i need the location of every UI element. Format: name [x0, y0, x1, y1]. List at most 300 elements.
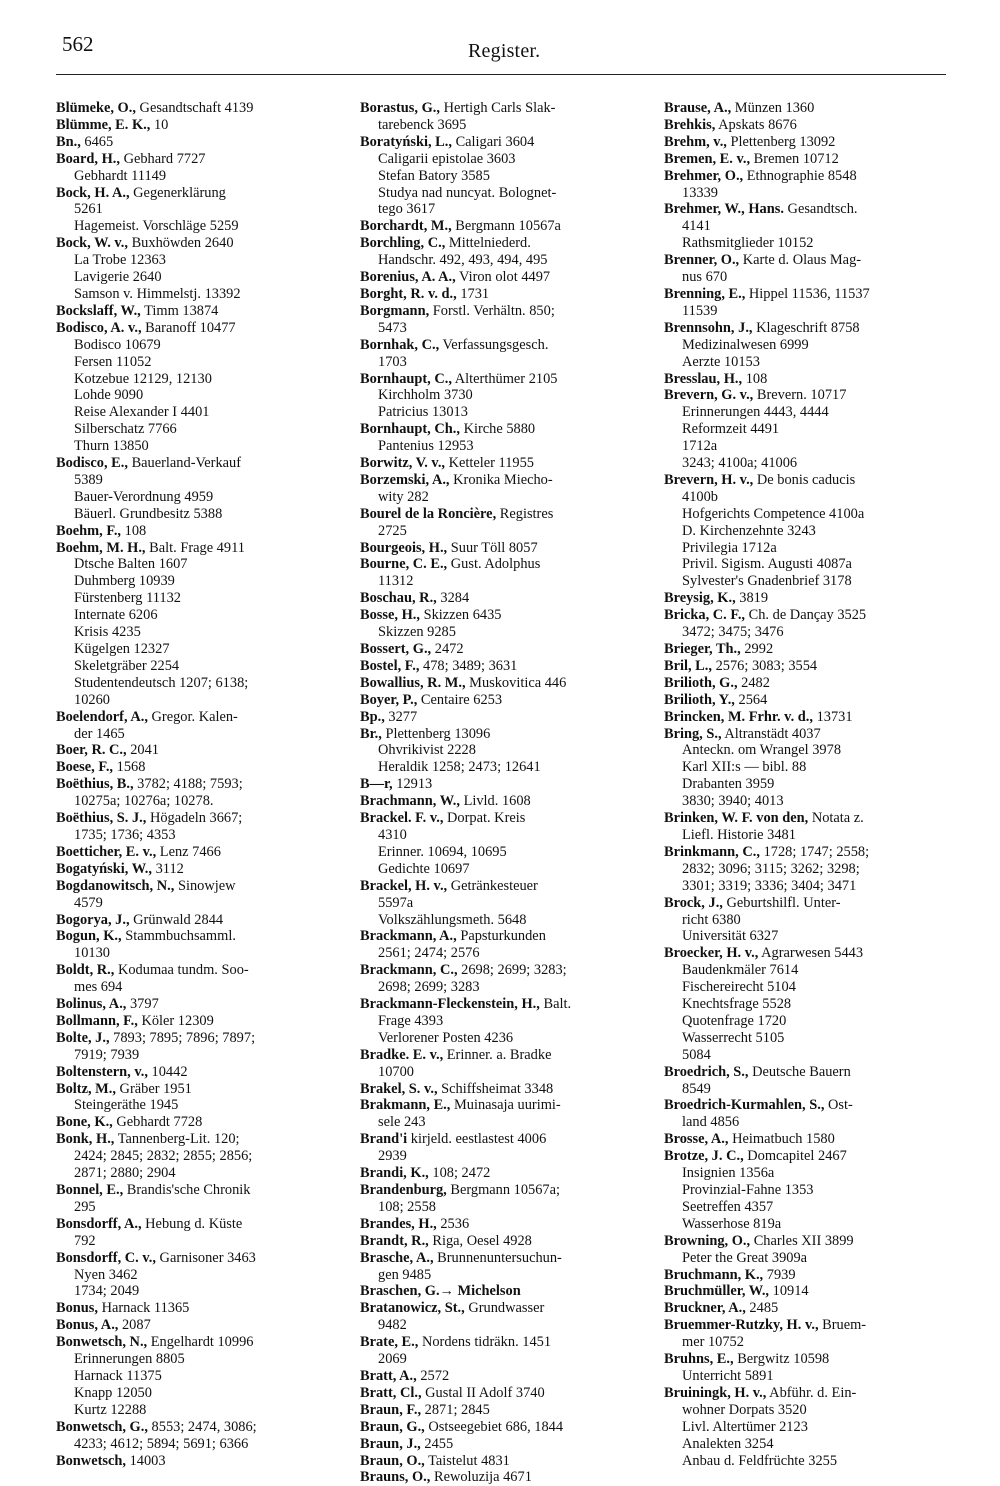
- index-subentry: [360, 1030, 646, 1047]
- entry-text: nus 670: [682, 269, 728, 286]
- entry-text: 10700: [378, 1063, 414, 1080]
- author-name: Bruchmann, K.,: [664, 1266, 764, 1283]
- entry-text: richt 6380: [682, 911, 741, 928]
- index-entry: [664, 1267, 950, 1284]
- index-subentry: [664, 235, 950, 252]
- index-subentry: [56, 624, 342, 641]
- entry-text: 3797: [126, 996, 159, 1013]
- entry-text: 10130: [74, 945, 110, 962]
- entry-text: 1568: [113, 759, 146, 776]
- entry-text: 13731: [812, 708, 853, 725]
- author-name: Bolte, J.,: [56, 1029, 110, 1046]
- page-title: Register.: [468, 40, 541, 62]
- index-entry: [360, 1131, 646, 1148]
- entry-text: Mittelniederd.: [445, 235, 531, 252]
- entry-text: Ohvrikivist 2228: [378, 742, 476, 759]
- entry-text: Privilegia 1712a: [682, 539, 777, 556]
- index-continuation: [56, 827, 342, 844]
- entry-text: sele 243: [378, 1114, 426, 1131]
- entry-text: Taistelut 4831: [424, 1452, 510, 1469]
- entry-text: Erinnerungen 4443, 4444: [682, 404, 829, 421]
- entry-text: Plettenberg 13096: [381, 725, 491, 742]
- author-name: Borastus, G.,: [360, 100, 440, 116]
- index-entry: [664, 472, 950, 489]
- entry-text: Centaire 6253: [417, 691, 503, 708]
- index-continuation: [56, 1148, 342, 1165]
- index-entry: [664, 726, 950, 743]
- author-name: Brackel, H. v.,: [360, 877, 448, 894]
- entry-text: 2992: [740, 641, 774, 657]
- entry-text: 3284: [436, 590, 470, 607]
- entry-text: Buxhöwden 2640: [127, 235, 234, 252]
- entry-text: 10275a; 10276a; 10278.: [74, 793, 214, 810]
- entry-text: Liefl. Historie 3481: [682, 826, 796, 843]
- entry-text: 3277: [384, 708, 418, 725]
- entry-text: Harnack 11375: [74, 1367, 162, 1384]
- author-name: Brosse, A.,: [664, 1131, 729, 1148]
- author-name: Brevern, H. v.,: [664, 471, 754, 488]
- entry-text: wohner Dorpats 3520: [682, 1401, 807, 1418]
- index-subentry: [664, 523, 950, 540]
- index-subentry: [360, 168, 646, 185]
- author-name: Brandt, R.,: [360, 1232, 429, 1249]
- index-continuation: [56, 201, 342, 218]
- entry-text: Garnisoner 3463: [155, 1249, 256, 1266]
- index-subentry: [664, 556, 950, 573]
- index-entry: [360, 235, 646, 252]
- entry-text: Köler 12309: [137, 1012, 214, 1029]
- author-name: Brackmann, A.,: [360, 928, 457, 945]
- entry-text: 2698; 2699; 3283: [378, 979, 480, 996]
- index-continuation: [664, 489, 950, 506]
- index-entry: [664, 692, 950, 709]
- author-name: Bonnel, E.,: [56, 1182, 124, 1198]
- entry-text: Heraldik 1258; 2473; 12641: [378, 759, 541, 776]
- author-name: Brehmer, W., Hans.: [664, 201, 784, 218]
- entry-text: 8549: [682, 1080, 711, 1097]
- entry-text: Frage 4393: [378, 1012, 444, 1029]
- index-entry: [360, 455, 646, 472]
- entry-text: Universität 6327: [682, 928, 779, 945]
- entry-text: Verlorener Posten 4236: [378, 1029, 514, 1046]
- entry-text: 2572: [416, 1367, 450, 1384]
- entry-text: Bäuerl. Grundbesitz 5388: [74, 505, 223, 522]
- index-subentry: [664, 1368, 950, 1385]
- index-entry: [360, 1300, 646, 1317]
- index-entry: [664, 1385, 950, 1402]
- index-subentry: [360, 844, 646, 861]
- index-entry: [664, 895, 950, 912]
- entry-text: 7939: [763, 1266, 796, 1283]
- entry-text: 11539: [682, 302, 718, 319]
- index-entry: [360, 1453, 646, 1470]
- index-continuation: [664, 793, 950, 810]
- entry-text: Nyen 3462: [74, 1266, 138, 1283]
- entry-text: 7919; 7939: [74, 1046, 140, 1063]
- index-entry: [360, 878, 646, 895]
- entry-text: Lavigerie 2640: [74, 269, 162, 286]
- index-continuation: [56, 1165, 342, 1182]
- entry-text: Gregor. Kalen-: [147, 708, 238, 725]
- author-name: Braun, G.,: [360, 1418, 425, 1435]
- entry-text: Steingeräthe 1945: [74, 1097, 179, 1114]
- entry-text: Silberschatz 7766: [74, 421, 177, 438]
- index-subentry: [56, 1402, 342, 1419]
- entry-text: Knechtsfrage 5528: [682, 996, 792, 1013]
- index-subentry: [664, 354, 950, 371]
- index-entry: [664, 844, 950, 861]
- author-name: Brenning, E.,: [664, 285, 746, 302]
- index-entry: [664, 151, 950, 168]
- author-name: Brinkmann, C.,: [664, 843, 760, 860]
- entry-text: 1728; 1747; 2558;: [759, 843, 870, 860]
- entry-text: Caligari 3604: [451, 133, 535, 150]
- entry-text: Gebhardt 7728: [112, 1114, 203, 1131]
- index-continuation: [664, 218, 950, 235]
- entry-text: Aerzte 10153: [682, 353, 760, 370]
- author-name: Board, H.,: [56, 150, 120, 167]
- index-entry: [56, 1317, 342, 1334]
- author-name: Bourgeois, H.,: [360, 539, 448, 556]
- entry-text: tarebenck 3695: [378, 116, 467, 133]
- index-subentry: [56, 641, 342, 658]
- author-name: Brotze, J. C.,: [664, 1148, 744, 1165]
- entry-text: 2087: [118, 1317, 151, 1334]
- entry-text: 10260: [74, 691, 110, 708]
- entry-text: 2482: [737, 674, 770, 691]
- entry-text: Studya nad nuncyat. Bolognet-: [378, 184, 557, 201]
- index-entry: [56, 776, 342, 793]
- index-subentry: [360, 151, 646, 168]
- author-name: Bodisco, A. v.,: [56, 319, 142, 336]
- entry-text: Fersen 11052: [74, 353, 152, 370]
- index-continuation: [360, 573, 646, 590]
- author-name: Brand'i: [360, 1131, 408, 1148]
- index-continuation: [664, 303, 950, 320]
- author-name: Bollmann, F.,: [56, 1012, 138, 1029]
- index-continuation: [664, 861, 950, 878]
- author-name: Bradke. E. v.,: [360, 1046, 444, 1063]
- index-entry: [56, 1334, 342, 1351]
- author-name: Borzemski, A.,: [360, 471, 450, 488]
- entry-text: 2485: [745, 1300, 779, 1317]
- index-entry: [360, 1334, 646, 1351]
- entry-text: Provinzial-Fahne 1353: [682, 1182, 814, 1198]
- entry-text: mes 694: [74, 979, 123, 996]
- entry-text: Geburtshilfl. Unter-: [722, 894, 841, 911]
- entry-text: Kirche 5880: [459, 421, 536, 438]
- author-name: Boetticher, E. v.,: [56, 843, 157, 860]
- index-entry: [360, 607, 646, 624]
- entry-text: 12913: [392, 776, 433, 793]
- entry-text: 2871; 2845: [421, 1401, 490, 1418]
- entry-text: 9482: [378, 1317, 407, 1334]
- index-entry: [56, 151, 342, 168]
- author-name: Boyer, P.,: [360, 691, 418, 708]
- index-subentry: [664, 962, 950, 979]
- entry-text: 2041: [126, 742, 160, 759]
- author-name: Bruiningk, H. v.,: [664, 1384, 767, 1401]
- entry-text: Gust. Adolphus: [447, 556, 541, 573]
- entry-text: Gedichte 10697: [378, 860, 470, 877]
- index-entry: [664, 100, 950, 117]
- entry-text: Bergmann 10567a: [451, 218, 561, 235]
- index-continuation: [56, 1047, 342, 1064]
- entry-text: 1734; 2049: [74, 1283, 140, 1300]
- index-entry: [360, 1436, 646, 1453]
- index-entry: [56, 1216, 342, 1233]
- entry-text: Grünwald 2844: [129, 911, 224, 928]
- index-subentry: [56, 675, 342, 692]
- index-entry: [56, 759, 342, 776]
- entry-text: 108; 2558: [378, 1198, 436, 1215]
- index-column-2: [360, 100, 646, 1486]
- author-name: Bratt, A.,: [360, 1367, 417, 1384]
- index-entry: [360, 658, 646, 675]
- entry-text: Kotzebue 12129, 12130: [74, 370, 212, 387]
- index-continuation: [56, 1283, 342, 1300]
- entry-text: kirjeld. eestlastest 4006: [407, 1131, 547, 1148]
- entry-text: Bodisco 10679: [74, 336, 161, 353]
- entry-text: Gebhard 7727: [119, 150, 206, 167]
- index-entry: [664, 641, 950, 658]
- index-entry: [360, 709, 646, 726]
- entry-text: Knapp 12050: [74, 1384, 152, 1401]
- author-name: Boëthius, S. J.,: [56, 810, 147, 827]
- author-name: Brakmann, E.,: [360, 1097, 451, 1114]
- index-entry: [56, 303, 342, 320]
- entry-text: 5389: [74, 471, 103, 488]
- entry-text: 3243; 4100a; 41006: [682, 455, 798, 472]
- entry-text: 108: [121, 522, 147, 539]
- author-name: Boratyński, L.,: [360, 133, 452, 150]
- entry-text: Kurtz 12288: [74, 1401, 147, 1418]
- entry-text: Dorpat. Kreis: [443, 810, 526, 827]
- index-entry: [664, 675, 950, 692]
- index-subentry: [664, 1419, 950, 1436]
- entry-text: 5473: [378, 319, 407, 336]
- index-subentry: [664, 979, 950, 996]
- index-subentry: [56, 573, 342, 590]
- index-subentry: [360, 185, 646, 202]
- index-entry: [360, 286, 646, 303]
- entry-text: Ethnographie 8548: [743, 167, 857, 184]
- entry-text: 1712a: [682, 438, 718, 455]
- entry-text: gen 9485: [378, 1266, 432, 1283]
- author-name: Bonus, A.,: [56, 1317, 119, 1334]
- entry-text: Ketteler 11955: [445, 455, 534, 472]
- entry-text: Forstl. Verhältn. 850;: [429, 302, 555, 319]
- author-name: Brackel. F. v.,: [360, 810, 444, 827]
- index-entry: [360, 1469, 646, 1486]
- entry-text: Lenz 7466: [156, 843, 221, 860]
- index-entry: [56, 861, 342, 878]
- entry-text: Ch. de Dançay 3525: [745, 607, 867, 624]
- index-entry: [56, 185, 342, 202]
- index-continuation: [360, 1114, 646, 1131]
- index-entry: [360, 1097, 646, 1114]
- author-name: Borchardt, M.,: [360, 218, 452, 235]
- entry-text: 5261: [74, 201, 103, 218]
- entry-text: Brevern. 10717: [753, 387, 847, 404]
- index-continuation: [664, 878, 950, 895]
- entry-text: Baudenkmäler 7614: [682, 962, 799, 979]
- entry-text: 4579: [74, 894, 103, 911]
- entry-text: 3301; 3319; 3336; 3404; 3471: [682, 877, 857, 894]
- index-subentry: [664, 1030, 950, 1047]
- index-entry: [360, 996, 646, 1013]
- index-continuation: [360, 827, 646, 844]
- author-name: Bogdanowitsch, N.,: [56, 877, 175, 894]
- index-entry: [360, 1250, 646, 1267]
- entry-text: Sylvester's Gnadenbrief 3178: [682, 573, 852, 590]
- entry-text: Skeletgräber 2254: [74, 657, 180, 674]
- author-name: Bremen, E. v.,: [664, 150, 751, 167]
- entry-text: 5597a: [378, 894, 414, 911]
- index-entry: [664, 117, 950, 134]
- author-name: Bock, H. A.,: [56, 184, 130, 201]
- author-name: Breysig, K.,: [664, 590, 736, 607]
- entry-text: 4141: [682, 218, 711, 235]
- entry-text: der 1465: [74, 725, 125, 742]
- entry-text: Ost-: [824, 1097, 853, 1114]
- index-entry: [664, 1351, 950, 1368]
- entry-text: Grundwasser: [464, 1300, 545, 1317]
- entry-text: Viron olot 4497: [455, 269, 551, 286]
- entry-text: 2069: [378, 1351, 407, 1368]
- entry-text: Bauer-Verordnung 4959: [74, 488, 214, 505]
- entry-text: 1703: [378, 353, 407, 370]
- entry-text: Wasserhose 819a: [682, 1215, 782, 1232]
- entry-text: Bergwitz 10598: [733, 1351, 830, 1368]
- entry-text: Hofgerichts Competence 4100a: [682, 505, 865, 522]
- index-continuation: [360, 1064, 646, 1081]
- index-entry: [56, 709, 342, 726]
- entry-text: Hagemeist. Vorschläge 5259: [74, 218, 239, 235]
- author-name: Bogun, K.,: [56, 928, 122, 945]
- index-entry: [360, 1182, 646, 1199]
- author-name: Broedrich, S.,: [664, 1063, 749, 1080]
- index-entry: [56, 928, 342, 945]
- entry-text: Harnack 11365: [98, 1300, 190, 1317]
- index-entry: [664, 607, 950, 624]
- index-continuation: [56, 895, 342, 912]
- entry-text: Handschr. 492, 493, 494, 495: [378, 252, 548, 269]
- entry-text: Peter the Great 3909a: [682, 1249, 808, 1266]
- index-entry: [664, 371, 950, 388]
- index-entry: [360, 421, 646, 438]
- entry-text: 3782; 4188; 7593;: [133, 776, 243, 793]
- author-name: Bonk, H.,: [56, 1131, 115, 1148]
- entry-text: Kügelgen 12327: [74, 641, 170, 657]
- entry-text: wity 282: [378, 488, 429, 505]
- index-entry: [360, 1385, 646, 1402]
- entry-text: Wasserrecht 5105: [682, 1029, 785, 1046]
- index-subentry: [664, 1436, 950, 1453]
- author-name: Blümeke, O.,: [56, 100, 136, 116]
- entry-text: Registres: [496, 505, 554, 522]
- index-subentry: [56, 1385, 342, 1402]
- index-entry: [360, 1081, 646, 1098]
- index-continuation: [360, 320, 646, 337]
- author-name: Broedrich-Kurmahlen, S.,: [664, 1097, 825, 1114]
- author-name: Brinken, W. F. von den,: [664, 810, 809, 827]
- index-continuation: [56, 1233, 342, 1250]
- entry-text: Thurn 13850: [74, 438, 149, 455]
- entry-text: Drabanten 3959: [682, 776, 775, 793]
- entry-text: Reise Alexander I 4401: [74, 404, 210, 421]
- index-entry: [56, 912, 342, 929]
- entry-text: 4233; 4612; 5894; 5691; 6366: [74, 1435, 249, 1452]
- entry-text: Bergmann 10567a;: [446, 1182, 561, 1198]
- index-entry: [360, 1283, 646, 1300]
- author-name: Browning, O.,: [664, 1232, 751, 1249]
- index-entry: [664, 201, 950, 218]
- index-continuation: [360, 1148, 646, 1165]
- entry-text: Karl XII:s — bibl. 88: [682, 759, 807, 776]
- entry-text: 4100b: [682, 488, 718, 505]
- author-name: Brandenburg,: [360, 1182, 447, 1198]
- index-subentry: [664, 759, 950, 776]
- entry-text: Getränkesteuer: [447, 877, 538, 894]
- entry-text: Sinowjew: [174, 877, 236, 894]
- author-name: Bonwetsch,: [56, 1452, 126, 1469]
- index-subentry: [56, 489, 342, 506]
- author-name: Borchling, C.,: [360, 235, 446, 252]
- entry-text: Stammbuchsamml.: [121, 928, 236, 945]
- entry-text: Lohde 9090: [74, 387, 144, 404]
- author-name: Br.,: [360, 725, 382, 742]
- index-subentry: [56, 404, 342, 421]
- index-entry: [360, 218, 646, 235]
- entry-text: 295: [74, 1198, 96, 1215]
- index-continuation: [56, 1267, 342, 1284]
- index-entry: [56, 878, 342, 895]
- index-entry: [664, 1064, 950, 1081]
- author-name: Bricka, C. F.,: [664, 607, 746, 624]
- author-name: Brackmann-Fleckenstein, H.,: [360, 996, 540, 1013]
- index-entry: [56, 1250, 342, 1267]
- entry-text: 108: [742, 370, 768, 387]
- entry-text: Tannenberg-Lit. 120;: [114, 1131, 240, 1148]
- author-name: Brauns, O.,: [360, 1469, 431, 1486]
- index-subentry: [56, 337, 342, 354]
- author-name: Bogatyński, W.,: [56, 860, 152, 877]
- entry-text: Krisis 4235: [74, 624, 141, 641]
- entry-text: 6465: [80, 133, 114, 150]
- entry-text: Muinasaja uurimi-: [450, 1097, 561, 1114]
- entry-text: Gegenerklärung: [129, 184, 226, 201]
- index-subentry: [56, 252, 342, 269]
- entry-text: Gesandtsch.: [783, 201, 858, 218]
- author-name: Boltenstern, v.,: [56, 1063, 148, 1080]
- author-name: Bock, W. v.,: [56, 235, 128, 252]
- entry-text: 1735; 1736; 4353: [74, 826, 176, 843]
- index-subentry: [664, 1250, 950, 1267]
- author-name: Bruckner, A.,: [664, 1300, 746, 1317]
- author-name: Bonsdorff, C. v.,: [56, 1249, 156, 1266]
- index-entry: [360, 726, 646, 743]
- index-continuation: [56, 793, 342, 810]
- author-name: Bonwetsch, N.,: [56, 1334, 148, 1351]
- author-name: Brandes, H.,: [360, 1215, 437, 1232]
- author-name: Braschen, G.→ Michelson: [360, 1283, 521, 1300]
- entry-text: Erinner. a. Bradke: [443, 1046, 552, 1063]
- entry-text: Agrarwesen 5443: [758, 945, 864, 962]
- index-entry: [360, 962, 646, 979]
- index-continuation: [360, 201, 646, 218]
- entry-text: Erinnerungen 8805: [74, 1351, 185, 1368]
